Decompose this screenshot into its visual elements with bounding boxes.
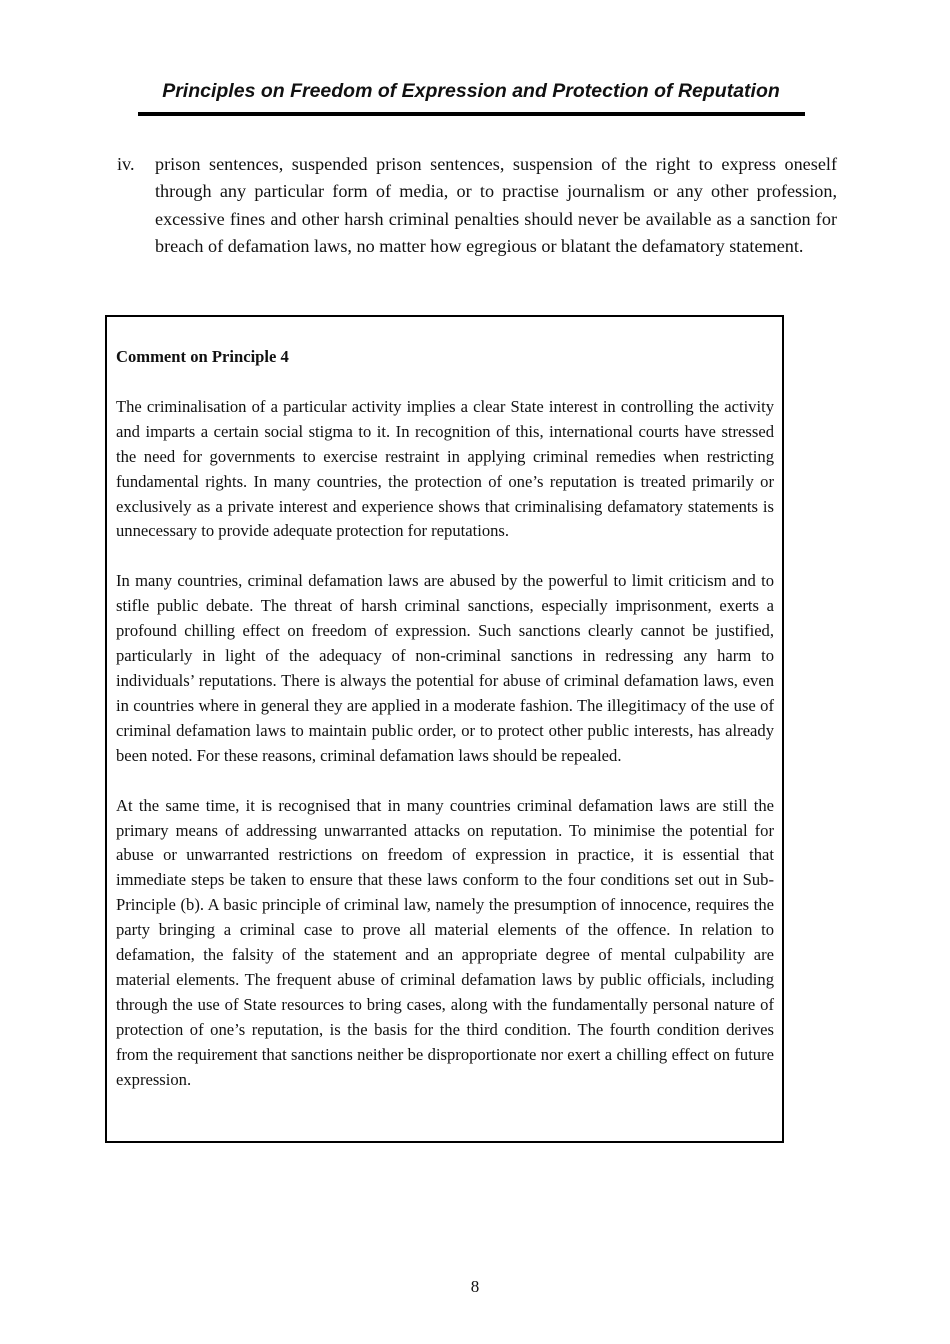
- comment-heading: Comment on Principle 4: [116, 347, 289, 366]
- list-item-text: prison sentences, suspended prison sentences, suspension of the right to express oneself through any particular form of media, or to practise journalism or any other profession, excessive fines and other harsh criminal penalties should never be available as a sanction for breach of defamation laws, no matter how egregious or blatant the defamatory statement.: [155, 154, 837, 256]
- page-number: 8: [470, 1277, 480, 1296]
- comment-paragraph-1: The criminalisation of a particular activity implies a clear State interest in controlling the activity and imparts a certain social stigma to it. In recognition of this, international courts have stressed the need for governments to exercise restraint in applying criminal remedies when restricting fundamental rights. In many countries, the protection of one’s reputation is treated primarily or exclusively as a private interest and experience shows that criminalising defamatory statements is unnecessary to provide adequate protection for reputations.: [116, 396, 774, 541]
- list-item-marker: iv.: [117, 154, 135, 174]
- list-item: [117, 151, 837, 260]
- page-header-title: Principles on Freedom of Expression and Protection of Reputation: [162, 80, 780, 102]
- comment-box: [105, 315, 784, 1143]
- comment-paragraph-3: At the same time, it is recognised that in many countries criminal defamation laws are still the primary means of addressing unwarranted attacks on reputation. To minimise the potential for abuse or unwarranted restrictions on freedom of expression in practice, it is essential that immediate steps be taken to ensure that these laws conform to the four conditions set out in Sub-Principle (b). A basic principle of criminal law, namely the presumption of innocence, requires the party bringing a criminal case to prove all material elements of the offence. In relation to defamation, the falsity of the statement and an appropriate degree of mental culpability are material elements. The frequent abuse of criminal defamation laws by public officials, including through the use of State resources to bring cases, along with the fundamentally personal nature of protection of one’s reputation, is the basis for the third condition. The fourth condition derives from the requirement that sanctions neither be disproportionate nor exert a chilling effect on future expression.: [116, 795, 774, 1089]
- comment-paragraph-2: In many countries, criminal defamation laws are abused by the powerful to limit criticism and to stifle public debate. The threat of harsh criminal sanctions, especially imprisonment, exerts a profound chilling effect on freedom of expression. Such sanctions clearly cannot be justified, particularly in light of the adequacy of non-criminal sanctions in redressing any harm to individuals’ reputations. There is always the potential for abuse of criminal defamation laws, even in countries where in general they are applied in a moderate fashion. The illegitimacy of the use of criminal defamation laws to maintain public order, or to protect other public interests, has already been noted. For these reasons, criminal defamation laws should be repealed.: [116, 571, 774, 765]
- header-divider: [138, 112, 805, 116]
